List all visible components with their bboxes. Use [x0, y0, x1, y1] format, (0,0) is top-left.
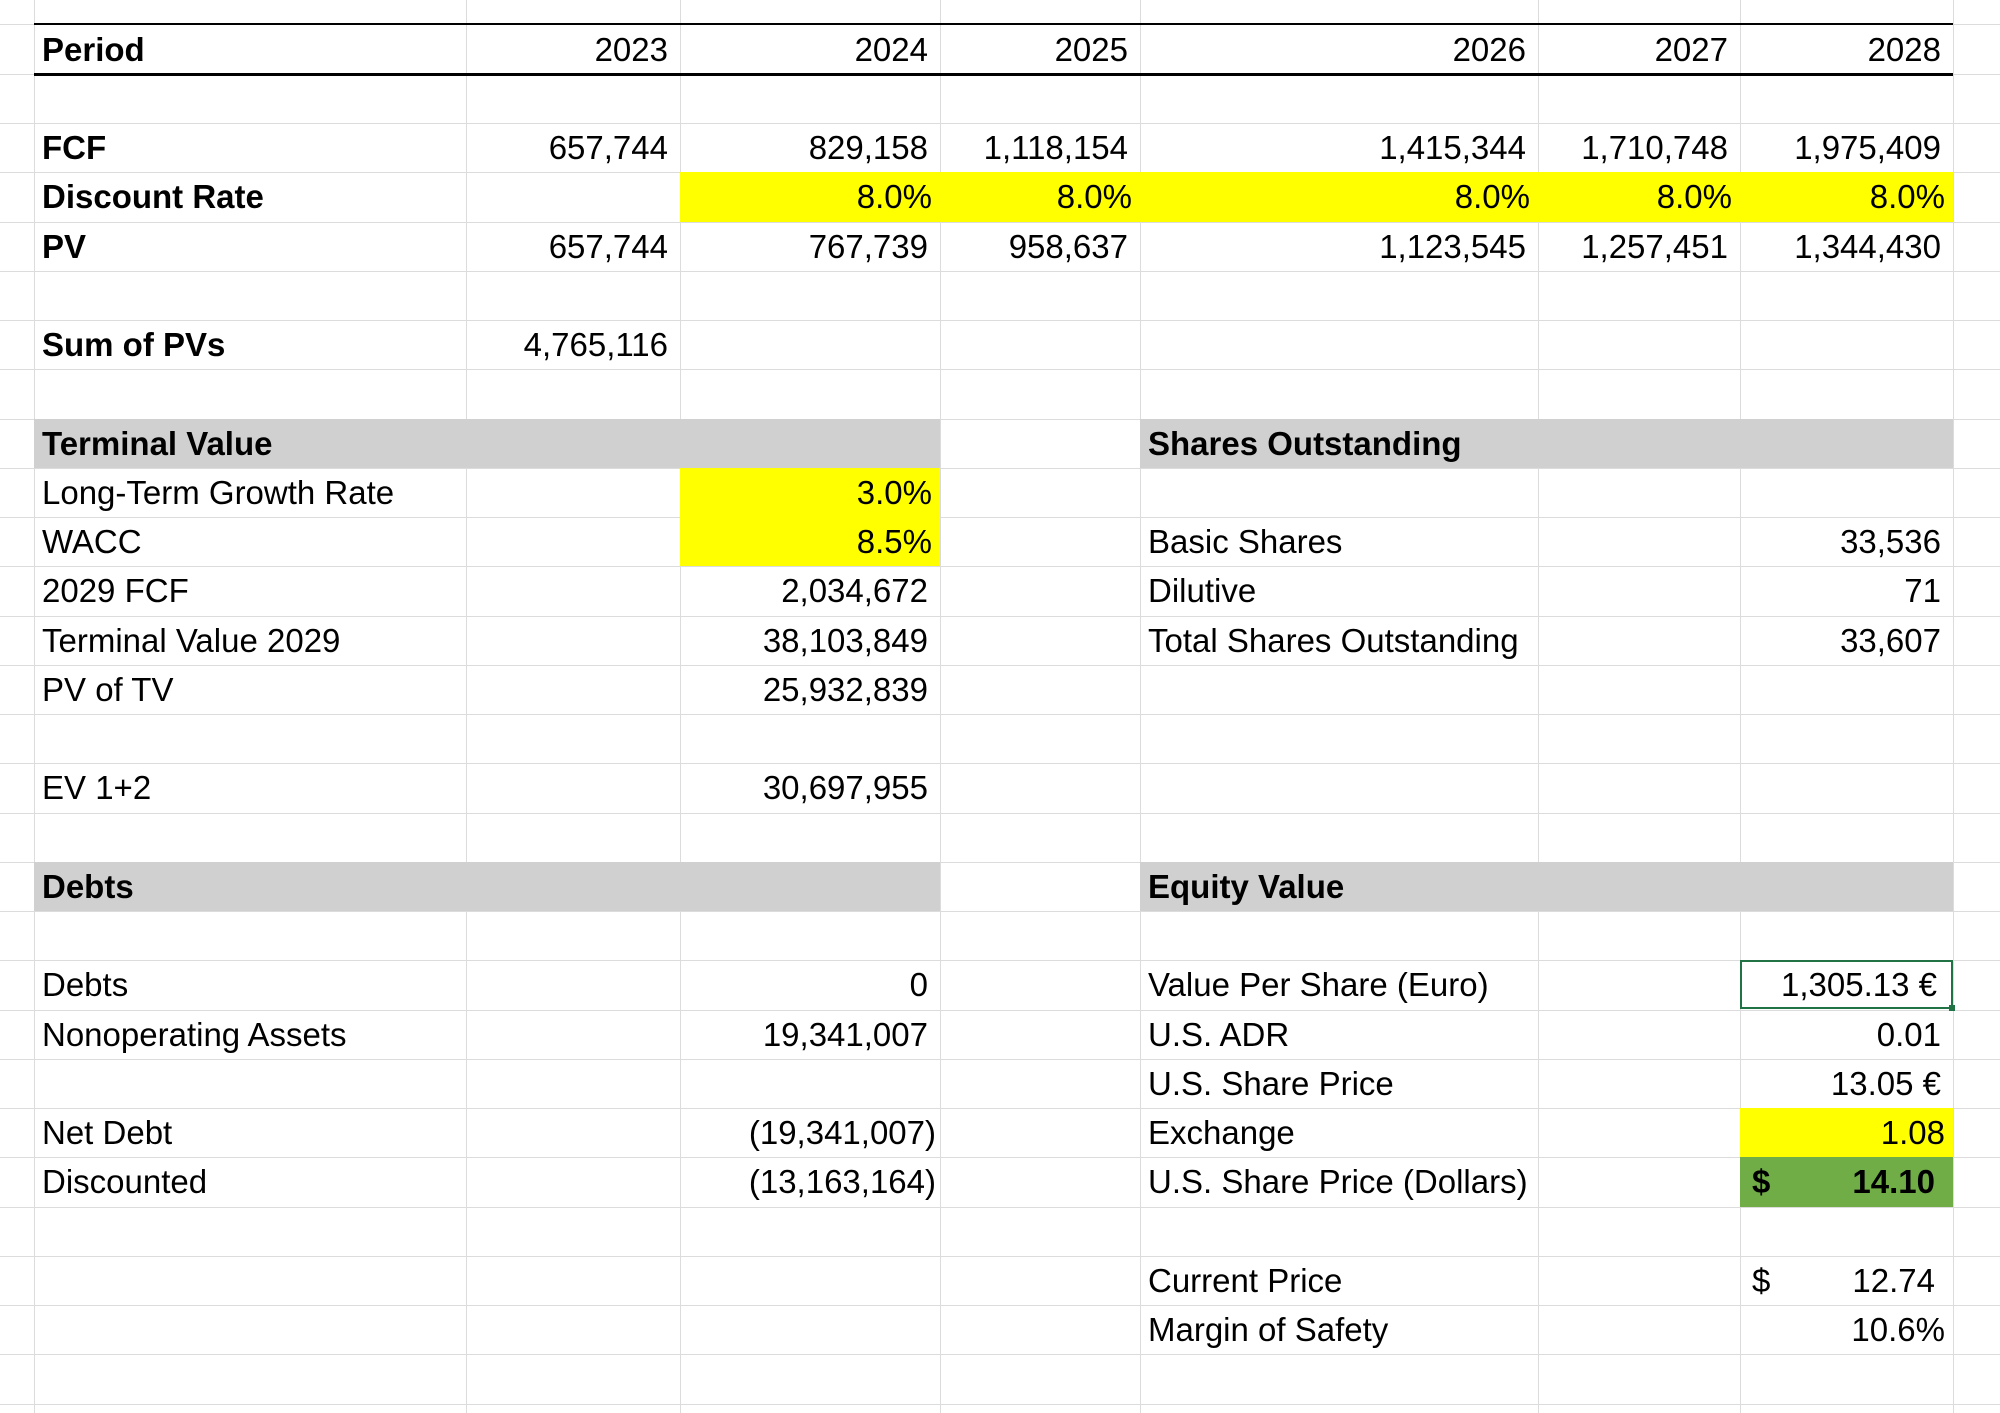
period-label[interactable]: Period — [42, 31, 145, 68]
us-share-price-value[interactable]: 13.05 € — [1830, 1065, 1941, 1102]
debts-value[interactable]: 0 — [909, 966, 928, 1003]
sum-of-pvs-label[interactable]: Sum of PVs — [42, 326, 226, 363]
us-share-price-dollars-value[interactable]: 14.10 — [1852, 1163, 1935, 1200]
equity-value-title[interactable]: Equity Value — [1148, 868, 1345, 905]
dilutive-label[interactable]: Dilutive — [1148, 572, 1257, 609]
year-2028[interactable]: 2028 — [1867, 31, 1941, 68]
shares-outstanding-title[interactable]: Shares Outstanding — [1148, 425, 1462, 462]
fcf-2029-value[interactable]: 2,034,672 — [781, 572, 928, 609]
basic-shares-label[interactable]: Basic Shares — [1148, 523, 1343, 560]
net-debt-value[interactable]: (19,341,007) — [748, 1114, 936, 1151]
exchange-label[interactable]: Exchange — [1148, 1114, 1295, 1151]
wacc-label[interactable]: WACC — [42, 523, 142, 560]
debts-title[interactable]: Debts — [42, 868, 134, 905]
fcf-cell[interactable]: 1,415,344 — [1379, 129, 1526, 166]
debts-label[interactable]: Debts — [42, 966, 129, 1003]
fcf-2029-label[interactable]: 2029 FCF — [42, 572, 189, 609]
discount-rate-label[interactable]: Discount Rate — [42, 178, 264, 215]
ev-label[interactable]: EV 1+2 — [42, 769, 152, 806]
us-share-price-label[interactable]: U.S. Share Price — [1148, 1065, 1394, 1102]
margin-of-safety-value[interactable]: 10.6% — [1851, 1311, 1945, 1348]
exchange-value[interactable]: 1.08 — [1880, 1114, 1945, 1151]
current-price-value[interactable]: 12.74 — [1852, 1262, 1935, 1299]
growth-rate-label[interactable]: Long-Term Growth Rate — [42, 474, 395, 511]
discount-rate-cell[interactable]: 8.0% — [1454, 178, 1530, 215]
terminal-value-2029-value[interactable]: 38,103,849 — [762, 622, 928, 659]
wacc-value[interactable]: 8.5% — [856, 523, 932, 560]
discount-rate-cell[interactable]: 8.0% — [856, 178, 932, 215]
us-adr-value[interactable]: 0.01 — [1876, 1016, 1941, 1053]
us-share-price-dollars-currency: $ — [1752, 1163, 1771, 1200]
current-price-label[interactable]: Current Price — [1148, 1262, 1343, 1299]
us-share-price-dollars-label[interactable]: U.S. Share Price (Dollars) — [1148, 1163, 1528, 1200]
us-adr-label[interactable]: U.S. ADR — [1148, 1016, 1290, 1053]
fcf-cell[interactable]: 1,975,409 — [1794, 129, 1941, 166]
net-debt-label[interactable]: Net Debt — [42, 1114, 173, 1151]
pv-cell[interactable]: 1,344,430 — [1794, 228, 1941, 265]
fcf-cell[interactable]: 1,710,748 — [1581, 129, 1728, 166]
discount-rate-cell[interactable]: 8.0% — [1656, 178, 1732, 215]
pv-of-tv-label[interactable]: PV of TV — [42, 671, 174, 708]
sum-of-pvs-value[interactable]: 4,765,116 — [523, 326, 668, 363]
year-2026[interactable]: 2026 — [1452, 31, 1526, 68]
terminal-value-title[interactable]: Terminal Value — [42, 425, 273, 462]
year-2027[interactable]: 2027 — [1654, 31, 1728, 68]
year-2025[interactable]: 2025 — [1054, 31, 1128, 68]
year-2024[interactable]: 2024 — [854, 31, 928, 68]
pv-cell[interactable]: 958,637 — [1008, 228, 1128, 265]
basic-shares-value[interactable]: 33,536 — [1840, 523, 1941, 560]
fcf-cell[interactable]: 657,744 — [548, 129, 668, 166]
growth-rate-value[interactable]: 3.0% — [856, 474, 932, 511]
pv-cell[interactable]: 1,257,451 — [1581, 228, 1728, 265]
nonoperating-assets-value[interactable]: 19,341,007 — [762, 1016, 928, 1053]
terminal-value-2029-label[interactable]: Terminal Value 2029 — [42, 622, 341, 659]
fcf-label[interactable]: FCF — [42, 129, 107, 166]
fcf-cell[interactable]: 1,118,154 — [983, 129, 1128, 166]
ev-value[interactable]: 30,697,955 — [762, 769, 928, 806]
pv-cell[interactable]: 657,744 — [548, 228, 668, 265]
total-shares-label[interactable]: Total Shares Outstanding — [1148, 622, 1519, 659]
discount-rate-cell[interactable]: 8.0% — [1869, 178, 1945, 215]
pv-label[interactable]: PV — [42, 228, 87, 265]
pv-cell[interactable]: 1,123,545 — [1379, 228, 1526, 265]
value-per-share-label[interactable]: Value Per Share (Euro) — [1148, 966, 1489, 1003]
discounted-value[interactable]: (13,163,164) — [748, 1163, 936, 1200]
margin-of-safety-label[interactable]: Margin of Safety — [1148, 1311, 1389, 1348]
dilutive-value[interactable]: 71 — [1904, 572, 1941, 609]
nonoperating-assets-label[interactable]: Nonoperating Assets — [42, 1016, 347, 1053]
discounted-label[interactable]: Discounted — [42, 1163, 208, 1200]
fcf-cell[interactable]: 829,158 — [808, 129, 928, 166]
year-2023[interactable]: 2023 — [594, 31, 668, 68]
total-shares-value[interactable]: 33,607 — [1840, 622, 1941, 659]
current-price-currency: $ — [1752, 1262, 1771, 1299]
pv-cell[interactable]: 767,739 — [808, 228, 928, 265]
value-per-share-value[interactable]: 1,305.13 € — [1740, 960, 1953, 1009]
pv-of-tv-value[interactable]: 25,932,839 — [762, 671, 928, 708]
discount-rate-cell[interactable]: 8.0% — [1056, 178, 1132, 215]
